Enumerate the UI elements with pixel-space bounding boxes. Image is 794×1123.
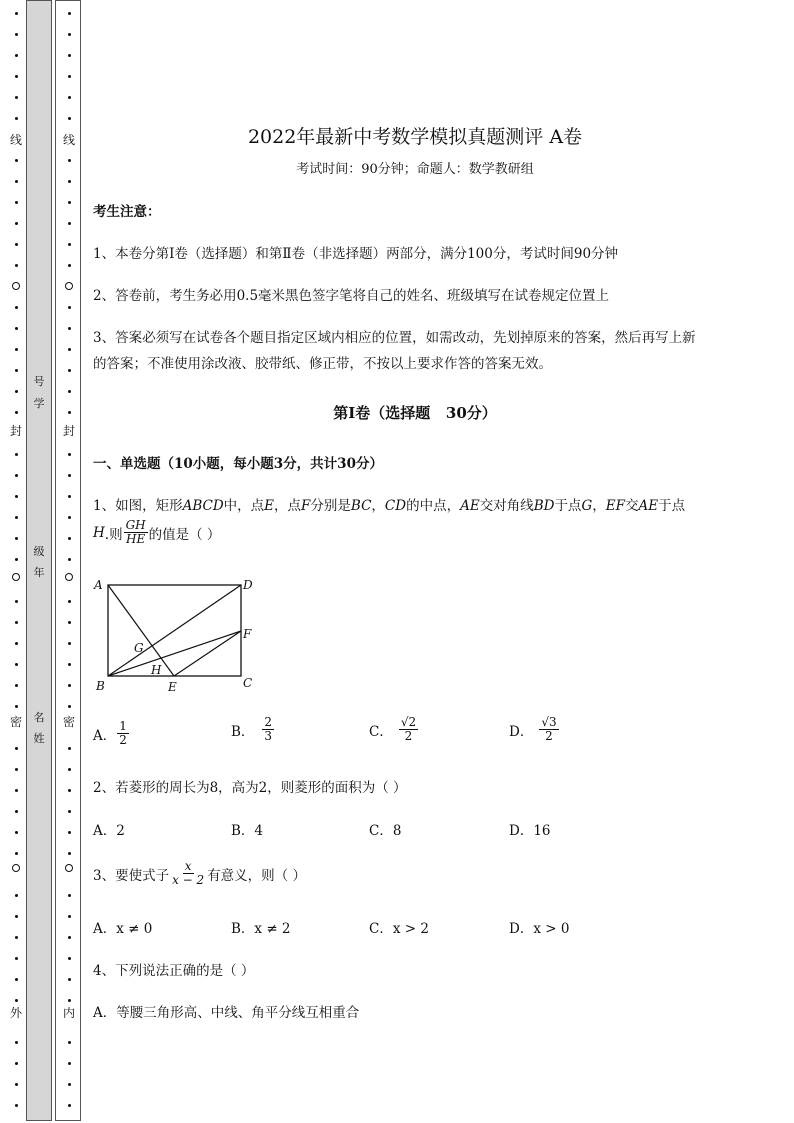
inner-margin-dot (68, 474, 71, 477)
inner-margin-dot (68, 516, 71, 519)
left-margin-dot (15, 222, 18, 225)
q1-fraction: $\frac{GH}{HE}$ (125, 518, 146, 546)
left-margin-dot (15, 243, 18, 246)
left-margin-dot (15, 327, 18, 330)
left-margin-dot (15, 117, 18, 120)
inner-margin-dot (68, 537, 71, 540)
inner-margin-dot (68, 495, 71, 498)
q1-line1: 1、如图，矩形ABCD中，点E，点F分别是BC，CD的中点，AE交对角线BD于点G，EF交AE于点 (93, 498, 686, 514)
label-ming: 名 (33, 711, 45, 724)
inner-margin-dot (68, 852, 71, 855)
q3-option-b[interactable]: B．x ≠ 2 (231, 921, 291, 937)
left-margin-dot (15, 54, 18, 57)
q4-option-a[interactable]: A．等腰三角形高、中线、角平分线互相重合 (93, 1005, 360, 1021)
inner-margin-dot (68, 369, 71, 372)
section-title: 第I卷（选择题 30分） (333, 404, 497, 422)
left-margin-dot (15, 663, 18, 666)
diagonal-bd (108, 585, 241, 676)
left-margin-dot (15, 1041, 18, 1044)
inner-char-xian: 线 (62, 133, 75, 147)
inner-margin-dot (68, 600, 71, 603)
left-margin-dot (15, 894, 18, 897)
left-margin-dot (15, 12, 18, 15)
point-label-d: D (243, 578, 253, 592)
inner-margin-dot (68, 642, 71, 645)
rectangle-figure (88, 574, 260, 696)
left-margin-dot (15, 474, 18, 477)
inner-margin-circle (65, 282, 73, 290)
inner-margin-dot (68, 1062, 71, 1065)
inner-margin-dot (68, 75, 71, 78)
left-margin-dot (15, 789, 18, 792)
left-margin-dot (15, 1083, 18, 1086)
label-xing: 姓 (33, 732, 45, 745)
inner-margin-dot (68, 1104, 71, 1107)
inner-margin-dot (68, 705, 71, 708)
left-margin-dot (15, 831, 18, 834)
point-label-b: B (96, 679, 105, 693)
margin-char-feng: 封 (9, 424, 22, 438)
left-margin-dot (15, 621, 18, 624)
q3-text: 3、要使式子 $\frac{x}{x - 2}$ 有意义，则（ ） (93, 859, 306, 887)
left-margin-dot (15, 495, 18, 498)
left-margin-dot (15, 999, 18, 1002)
left-margin-circle (12, 282, 20, 290)
point-label-e: E (168, 680, 177, 694)
left-margin-dot (15, 201, 18, 204)
label-xue: 学 (33, 397, 45, 410)
part-heading: 一、单选题（10小题，每小题3分，共计30分） (93, 456, 383, 472)
q3-option-c[interactable]: C．x > 2 (369, 921, 429, 937)
left-margin-dot (15, 537, 18, 540)
left-margin-dot (15, 558, 18, 561)
left-margin-dot (15, 768, 18, 771)
q2-option-a[interactable]: A．2 (93, 823, 125, 839)
inner-margin-dot (68, 96, 71, 99)
notice-heading: 考生注意： (93, 204, 161, 220)
notice-item-2: 2、答卷前，考生务必用0.5毫米黑色签字笔将自己的姓名、班级填写在试卷规定位置上 (93, 288, 610, 304)
q2-option-b[interactable]: B．4 (231, 823, 264, 839)
left-margin-dot (15, 1104, 18, 1107)
inner-margin-dot (68, 936, 71, 939)
segment-ae (108, 585, 174, 676)
left-margin-dot (15, 411, 18, 414)
notice-item-1: 1、本卷分第I卷（选择题）和第Ⅱ卷（非选择题）两部分，满分100分，考试时间90分钟 (93, 246, 619, 262)
left-margin-dot (15, 1062, 18, 1065)
label-nian: 年 (33, 566, 45, 579)
inner-char-nei: 内 (62, 1006, 75, 1020)
segment-bf (108, 631, 241, 676)
q3-option-a[interactable]: A．x ≠ 0 (93, 921, 153, 937)
inner-margin-dot (68, 810, 71, 813)
left-margin-dot (15, 180, 18, 183)
inner-margin-dot (68, 558, 71, 561)
point-label-f: F (243, 627, 252, 641)
inner-char-feng: 封 (62, 424, 75, 438)
q4-text: 4、下列说法正确的是（ ） (93, 963, 255, 979)
inner-margin-circle (65, 573, 73, 581)
q3-option-d[interactable]: D．x > 0 (509, 921, 570, 937)
margin-char-wai: 外 (9, 1006, 22, 1020)
left-margin-dot (15, 96, 18, 99)
label-hao: 号 (33, 375, 45, 388)
notice-item-3-line2: 的答案；不准使用涂改液、胶带纸、修正带，不按以上要求作答的答案无效。 (93, 356, 552, 372)
left-margin-dot (15, 369, 18, 372)
inner-margin-dot (68, 159, 71, 162)
inner-margin-dot (68, 1083, 71, 1086)
inner-margin-dot (68, 663, 71, 666)
inner-margin-dot (68, 894, 71, 897)
left-margin-dot (15, 390, 18, 393)
inner-margin-dot (68, 327, 71, 330)
q1-option-d[interactable]: D． $\frac{√3}{2}$ (509, 715, 557, 743)
inner-margin-dot (68, 222, 71, 225)
left-margin-dot (15, 957, 18, 960)
left-margin-dot (15, 453, 18, 456)
margin-char-mi: 密 (9, 715, 22, 729)
inner-margin-dot (68, 243, 71, 246)
inner-margin-dot (68, 621, 71, 624)
left-margin-dot (15, 915, 18, 918)
left-margin-circle (12, 864, 20, 872)
inner-margin-dot (68, 54, 71, 57)
left-margin-dot (15, 642, 18, 645)
inner-margin-dot (68, 747, 71, 750)
inner-margin-circle (65, 864, 73, 872)
inner-margin-dot (68, 180, 71, 183)
inner-margin-dot (68, 12, 71, 15)
left-margin-dot (15, 978, 18, 981)
left-margin-dot (15, 264, 18, 267)
point-label-c: C (243, 676, 253, 690)
label-ji: 级 (33, 545, 45, 558)
inner-margin-dot (68, 768, 71, 771)
left-margin-dot (15, 75, 18, 78)
left-margin-dot (15, 348, 18, 351)
inner-margin-dot (68, 957, 71, 960)
inner-char-mi: 密 (62, 715, 75, 729)
left-margin-dot (15, 600, 18, 603)
inner-margin-dot (68, 264, 71, 267)
left-margin-dot (15, 306, 18, 309)
q1-option-a[interactable]: A． $\frac{1}{2}$ (93, 719, 127, 747)
left-margin-dot (15, 852, 18, 855)
q1-line2: H .则 $\frac{GH}{HE}$ 的值是（ ） (93, 518, 221, 546)
inner-margin-dot (68, 411, 71, 414)
inner-margin-dot (68, 999, 71, 1002)
point-label-g: G (134, 641, 144, 655)
left-margin-dot (15, 159, 18, 162)
inner-margin-dot (68, 684, 71, 687)
left-margin-dot (15, 684, 18, 687)
left-margin-dot (15, 516, 18, 519)
q2-text: 2、若菱形的周长为8，高为2，则菱形的面积为（ ） (93, 780, 407, 796)
left-margin-dot (15, 936, 18, 939)
inner-margin-dot (68, 978, 71, 981)
q2-option-d[interactable]: D．16 (509, 823, 551, 839)
segment-ef (174, 631, 241, 676)
point-label-a: A (94, 578, 103, 592)
inner-margin-dot (68, 789, 71, 792)
inner-margin-dot (68, 831, 71, 834)
inner-margin-dot (68, 915, 71, 918)
inner-margin-dot (68, 453, 71, 456)
q2-option-c[interactable]: C．8 (369, 823, 402, 839)
q1-option-b[interactable]: B． $\frac{2}{3}$ (231, 715, 273, 743)
inner-margin-dot (68, 33, 71, 36)
exam-title: 2022年最新中考数学模拟真题测评 A卷 (247, 126, 583, 148)
left-margin-circle (12, 573, 20, 581)
notice-item-3-line1: 3、答案必须写在试卷各个题目指定区域内相应的位置，如需改动，先划掉原来的答案，然后再写上新 (93, 330, 696, 346)
q3-fraction: $\frac{x}{x - 2}$ (172, 859, 205, 887)
point-label-h: H (151, 663, 162, 677)
exam-subtitle: 考试时间：90分钟；命题人：数学教研组 (296, 162, 534, 177)
left-margin-dot (15, 810, 18, 813)
q1-option-c[interactable]: C． $\frac{√2}{2}$ (369, 715, 417, 743)
inner-margin-dot (68, 201, 71, 204)
left-margin-dot (15, 705, 18, 708)
inner-margin-dot (68, 390, 71, 393)
left-margin-dot (15, 747, 18, 750)
inner-margin-dot (68, 348, 71, 351)
inner-margin-dot (68, 117, 71, 120)
margin-char-xian: 线 (9, 133, 22, 147)
inner-margin-dot (68, 306, 71, 309)
left-margin-dot (15, 33, 18, 36)
inner-margin-dot (68, 1041, 71, 1044)
